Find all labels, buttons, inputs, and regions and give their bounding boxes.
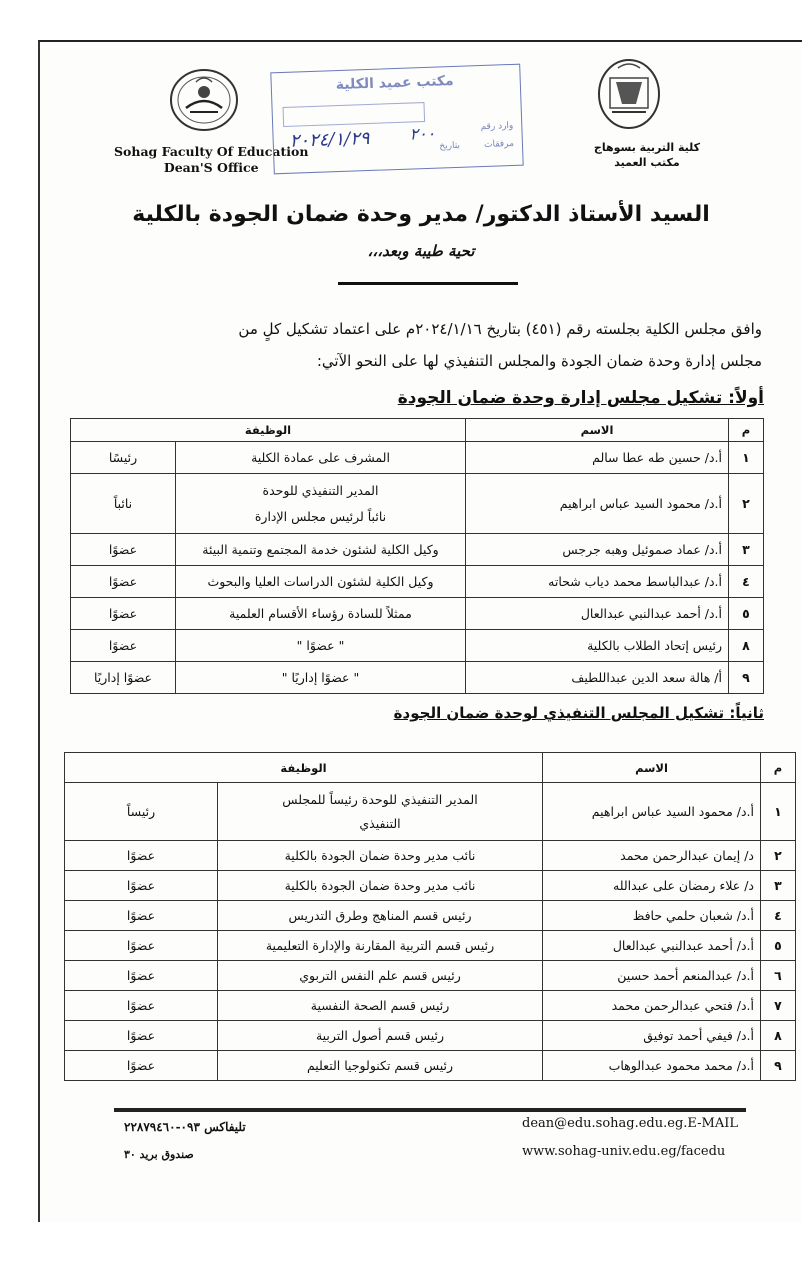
row-job: المشرف على عمادة الكلية [176,442,466,474]
row-role: عضوًا [65,991,218,1021]
row-num: ٦ [761,961,796,991]
table-row [65,901,796,931]
row-role: عضوًا [71,566,176,598]
footer-po-box: صندوق بريد ٣٠ [124,1148,194,1161]
row-name: د/ إيمان عبدالرحمن محمد [543,841,761,871]
table-row [71,474,764,534]
header-name: الاسم [466,419,729,442]
row-job-line1: المدير التنفيذي للوحدة [262,482,379,498]
row-role: عضوًا إداريًا [71,662,176,694]
table-header-row [71,419,764,442]
faculty-logo-right [596,56,662,132]
table-admin-board [70,418,764,694]
row-role: رئيسًا [71,442,176,474]
row-name: أ.د/ محمود السيد عباس ابراهيم [466,474,729,534]
faculty-name-ar [592,140,702,170]
table-executive-board [64,752,796,1081]
row-name: أ.د/ فيفي أحمد توفيق [543,1021,761,1051]
letter-page [38,40,802,1222]
faculty-name-en-line2: Dean'S Office [163,160,259,175]
footer-website: www.sohag-univ.edu.eg/facedu [522,1144,726,1159]
row-role: عضوًا [65,1051,218,1081]
table-row [65,931,796,961]
row-job: وكيل الكلية لشئون الدراسات العليا والبحوث [176,566,466,598]
table-row [65,871,796,901]
row-num: ٨ [761,1021,796,1051]
table-row [65,961,796,991]
footer-email: dean@edu.sohag.edu.eg.E-MAIL [522,1116,738,1131]
row-num: ١ [729,442,764,474]
row-num: ٩ [761,1051,796,1081]
letter-greeting: تحية طيبة وبعد،،، [367,242,475,260]
row-job-line1: المدير التنفيذي للوحدة رئيساً للمجلس [282,791,478,807]
row-job: رئيس قسم الصحة النفسية [218,991,543,1021]
row-name: أ.د/ عماد صموئيل وهبه جرجس [466,534,729,566]
row-name: أ.د/ أحمد عبدالنبي عبدالعال [543,931,761,961]
stamp-label-date: بتاريخ [439,140,461,152]
header-num: م [729,419,764,442]
row-job: رئيس قسم تكنولوجيا التعليم [218,1051,543,1081]
row-name: رئيس إتحاد الطلاب بالكلية [466,630,729,662]
row-role: رئيساً [65,783,218,841]
row-role: عضوًا [65,931,218,961]
table-row [71,534,764,566]
row-job: رئيس قسم أصول التربية [218,1021,543,1051]
row-role: عضوًا [65,871,218,901]
title-divider [338,282,518,285]
row-role: عضوًا [65,841,218,871]
row-job: نائب مدير وحدة ضمان الجودة بالكلية [218,841,543,871]
table-row [65,1021,796,1051]
header-job: الوظيفة [71,419,466,442]
row-role: نائباً [71,474,176,534]
row-job: نائب مدير وحدة ضمان الجودة بالكلية [218,871,543,901]
stamp-box [283,102,426,127]
row-num: ٢ [729,474,764,534]
row-job-line2: نائباً لرئيس مجلس الإدارة [254,508,387,524]
row-name: أ.د/ أحمد عبدالنبي عبدالعال [466,598,729,630]
section2-title: ثانياً: تشكيل المجلس التنفيذي لوحدة ضمان الجودة [393,704,764,722]
row-num: ٧ [761,991,796,1021]
stamp-label-attachments: مرفقات [483,138,515,150]
row-num: ٨ [729,630,764,662]
faculty-logo-left [168,64,240,136]
header-name: الاسم [543,753,761,783]
row-job: " عضوًا إداريًا " [176,662,466,694]
row-role: عضوًا [65,901,218,931]
table-row [71,598,764,630]
row-num: ١ [761,783,796,841]
row-num: ٥ [761,931,796,961]
footer-fax: تليفاكس ٠٩٣-٢٢٨٧٩٤٦٠ [124,1120,246,1134]
table-row [71,442,764,474]
row-job [218,783,543,841]
faculty-name-ar-line1: كلية التربية بسوهاج [593,141,701,154]
table-row [65,841,796,871]
header-job: الوظيفة [65,753,543,783]
footer-divider [114,1108,746,1112]
header-num: م [761,753,796,783]
row-name: أ.د/ شعبان حلمي حافظ [543,901,761,931]
row-name: أ.د/ عبدالمنعم أحمد حسين [543,961,761,991]
row-num: ٩ [729,662,764,694]
incoming-stamp [270,64,523,175]
row-job-line2: التنفيذي [359,815,401,831]
table-row [65,991,796,1021]
stamp-handwritten-date: ٢٠٢٤/١/٢٩ [289,127,370,152]
row-role: عضوًا [71,630,176,662]
row-role: عضوًا [65,1021,218,1051]
row-role: عضوًا [71,598,176,630]
stamp-title: مكتب عميد الكلية [335,73,454,94]
letter-body-line2: مجلس إدارة وحدة ضمان الجودة والمجلس التنفيذي لها على النحو الآتي: [316,352,762,370]
row-name: د/ علاء رمضان على عبدالله [543,871,761,901]
table-row [71,662,764,694]
letter-addressee: السيد الأستاذ الدكتور/ مدير وحدة ضمان الجودة بالكلية [132,202,710,227]
stamp-handwritten-number: ٢٠٠ [409,123,436,144]
row-job: وكيل الكلية لشئون خدمة المجتمع وتنمية البيئة [176,534,466,566]
table-row [71,566,764,598]
row-job: ممثلاً للسادة رؤساء الأقسام العلمية [176,598,466,630]
section1-title: أولاً: تشكيل مجلس إدارة وحدة ضمان الجودة [397,388,764,408]
row-num: ٤ [761,901,796,931]
table-row [71,630,764,662]
row-job: رئيس قسم التربية المقارنة والإدارة التعليمية [218,931,543,961]
row-job: رئيس قسم علم النفس التربوي [218,961,543,991]
row-name: أ.د/ محمود السيد عباس ابراهيم [543,783,761,841]
row-name: أ.د/ عبدالباسط محمد دياب شحاته [466,566,729,598]
row-name: أ.د/ محمد محمود عبدالوهاب [543,1051,761,1081]
table-row [65,783,796,841]
row-name: أ.د/ فتحي عبدالرحمن محمد [543,991,761,1021]
row-num: ٤ [729,566,764,598]
row-job [176,474,466,534]
row-num: ٢ [761,841,796,871]
row-name: أ.د/ حسين طه عطا سالم [466,442,729,474]
row-num: ٣ [761,871,796,901]
table-header-row [65,753,796,783]
faculty-name-ar-line2: مكتب العميد [614,156,680,169]
row-job: رئيس قسم المناهج وطرق التدريس [218,901,543,931]
row-role: عضوًا [65,961,218,991]
stamp-label-number: وارد رقم [480,120,514,133]
table-row [65,1051,796,1081]
letter-body-line1: وافق مجلس الكلية بجلسته رقم (٤٥١) بتاريخ ٢٠٢٤/١/١٦م على اعتماد تشكيل كلٍ من [238,320,762,338]
row-num: ٥ [729,598,764,630]
row-job: " عضوًا " [176,630,466,662]
faculty-name-en-line1: Sohag Faculty Of Education [114,144,309,159]
row-name: أ/ هالة سعد الدين عبداللطيف [466,662,729,694]
row-num: ٣ [729,534,764,566]
row-role: عضوًا [71,534,176,566]
